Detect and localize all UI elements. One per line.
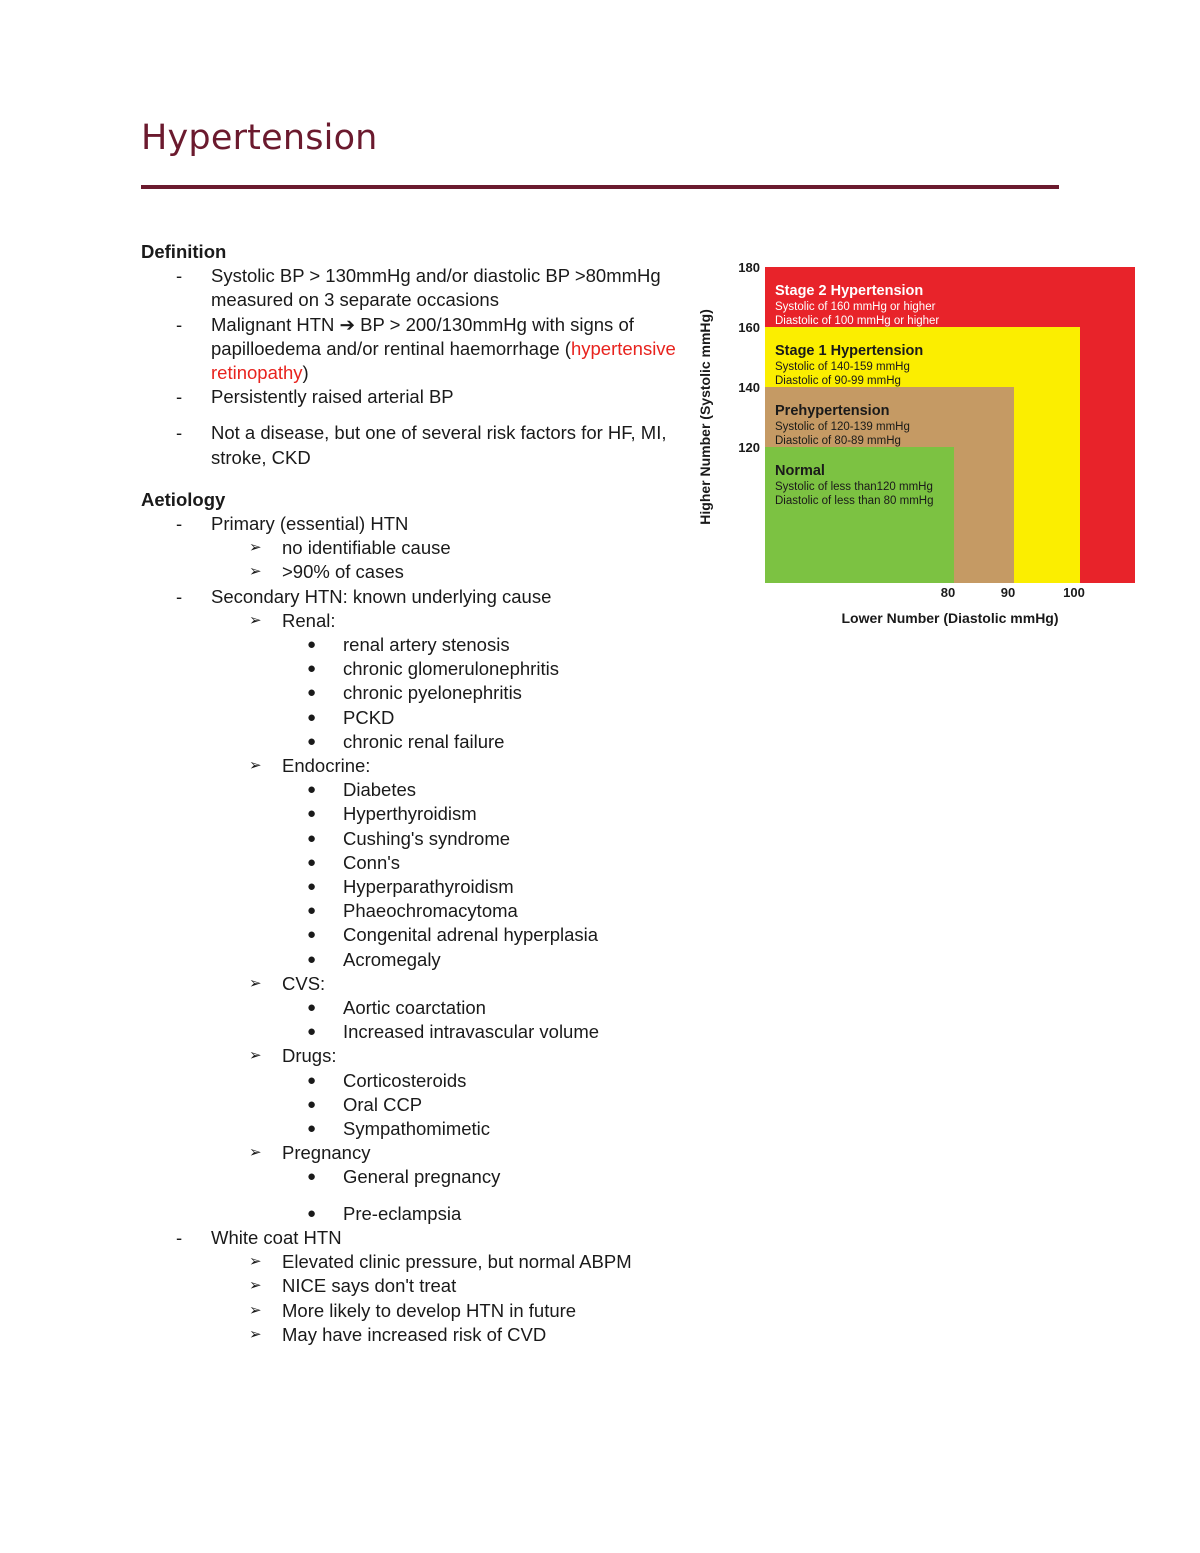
cause-item xyxy=(141,1093,681,1117)
cause-item xyxy=(141,657,681,681)
x-tick-label: 80 xyxy=(940,585,956,600)
white-coat-htn-item-text: White coat HTN xyxy=(211,1226,342,1248)
cause-item-text: PCKD xyxy=(343,706,395,728)
zone-title: Prehypertension xyxy=(775,403,890,419)
bullet-icon: ● xyxy=(307,829,317,847)
y-tick-label: 160 xyxy=(738,320,760,335)
arrow-bullet-icon: ➢ xyxy=(249,1047,262,1065)
cause-item xyxy=(141,1069,681,1093)
bullet-icon: ● xyxy=(307,732,317,750)
title-rule xyxy=(141,185,1059,189)
primary-htn-item xyxy=(141,512,681,536)
white-coat-point-text: May have increased risk of CVD xyxy=(282,1323,547,1345)
definition-item: - Malignant HTN ➔ BP > 200/130mmHg with signs of papilloedema and/or rentinal haemorrhage (hypertensive retinopathy) xyxy=(176,313,676,383)
white-coat-point-text: More likely to develop HTN in future xyxy=(282,1299,577,1321)
bp-category-chart xyxy=(690,255,1150,635)
arrow-bullet-icon: ➢ xyxy=(249,611,262,629)
arrow-bullet-icon: ➢ xyxy=(249,974,262,992)
bullet-icon: ● xyxy=(307,926,317,944)
x-tick-label: 90 xyxy=(1000,585,1016,600)
cause-item xyxy=(141,948,681,972)
cause-item-text: chronic pyelonephritis xyxy=(343,682,522,704)
cause-item-text: Acromegaly xyxy=(343,948,441,970)
bullet-icon: ● xyxy=(307,902,317,920)
cause-item xyxy=(141,802,681,826)
cause-item xyxy=(141,1165,681,1189)
arrow-bullet-icon: ➢ xyxy=(249,563,262,581)
page-title: Hypertension xyxy=(141,118,378,158)
bullet-icon: ● xyxy=(307,1204,317,1222)
cause-item-text: chronic glomerulonephritis xyxy=(343,658,559,680)
bullet-icon: ● xyxy=(307,1095,317,1113)
bullet-icon: ● xyxy=(307,1071,317,1089)
cause-item-text: Pre-eclampsia xyxy=(343,1202,462,1224)
dash-marker: - xyxy=(176,585,183,607)
zone-diastolic-label: Diastolic of 100 mmHg or higher xyxy=(775,315,940,327)
definition-list xyxy=(141,264,681,470)
cause-item xyxy=(141,1117,681,1141)
cause-group-text: Renal: xyxy=(282,609,336,631)
white-coat-point xyxy=(141,1299,681,1323)
dash-marker: - xyxy=(176,265,183,287)
bullet-icon: ● xyxy=(307,853,317,871)
cause-item xyxy=(141,851,681,875)
white-coat-point-text: NICE says don't treat xyxy=(282,1275,457,1297)
zone-systolic-label: Systolic of 120-139 mmHg xyxy=(775,421,910,433)
hypertensive-retinopathy-term: hypertensive retinopathy xyxy=(211,337,676,383)
cause-group xyxy=(141,972,681,996)
dash-marker: - xyxy=(176,1226,183,1248)
zone-diastolic-label: Diastolic of 80-89 mmHg xyxy=(775,435,901,447)
definition-item: - Systolic BP > 130mmHg and/or diastolic BP >80mmHg measured on 3 separate occasions xyxy=(176,265,661,311)
cause-item xyxy=(141,778,681,802)
cause-item-text: chronic renal failure xyxy=(343,730,505,752)
cause-group-text: Pregnancy xyxy=(282,1142,371,1164)
arrow-bullet-icon: ➢ xyxy=(249,1144,262,1162)
y-tick-label: 120 xyxy=(738,440,760,455)
cause-item-text: Oral CCP xyxy=(343,1093,423,1115)
cause-item-text: Hyperparathyroidism xyxy=(343,876,514,898)
cause-item-text: General pregnancy xyxy=(343,1166,501,1188)
x-axis-label: Lower Number (Diastolic mmHg) xyxy=(841,610,1059,626)
dash-marker: - xyxy=(176,513,183,534)
cause-item-text: Aortic coarctation xyxy=(343,997,486,1019)
secondary-htn-item-text: Secondary HTN: known underlying cause xyxy=(211,585,552,607)
arrow-bullet-icon: ➢ xyxy=(249,1253,262,1271)
bullet-icon: ● xyxy=(307,999,317,1017)
cause-group xyxy=(141,1141,681,1165)
primary-point xyxy=(141,560,681,584)
bullet-icon: ● xyxy=(307,781,317,799)
cause-item xyxy=(141,996,681,1020)
definition-heading: Definition xyxy=(141,241,227,262)
bullet-icon: ● xyxy=(307,805,317,823)
bullet-icon: ● xyxy=(307,660,317,678)
bp-chart-svg xyxy=(690,255,1150,635)
arrow-bullet-icon: ➢ xyxy=(249,1277,262,1295)
y-tick-label: 180 xyxy=(738,260,760,275)
cause-item-text: Cushing's syndrome xyxy=(343,827,511,849)
white-coat-point xyxy=(141,1323,681,1347)
y-tick-label: 140 xyxy=(738,380,760,395)
cause-item xyxy=(141,730,681,754)
white-coat-point xyxy=(141,1250,681,1274)
cause-item-text: Diabetes xyxy=(343,779,417,801)
cause-item xyxy=(141,1020,681,1044)
arrow-bullet-icon: ➢ xyxy=(249,1301,262,1319)
arrow-bullet-icon: ➢ xyxy=(249,1325,262,1343)
cause-item-text: renal artery stenosis xyxy=(343,634,510,656)
cause-item xyxy=(141,923,681,947)
zone-title: Stage 2 Hypertension xyxy=(775,283,924,299)
cause-item-text: Hyperthyroidism xyxy=(343,803,477,825)
white-coat-point xyxy=(141,1274,681,1298)
zone-diastolic-label: Diastolic of less than 80 mmHg xyxy=(775,495,934,507)
bullet-icon: ● xyxy=(307,684,317,702)
dash-marker: - xyxy=(176,313,183,335)
primary-htn-item-text: Primary (essential) HTN xyxy=(211,513,409,534)
bullet-icon: ● xyxy=(307,1023,317,1041)
arrow-bullet-icon: ➢ xyxy=(249,757,262,775)
cause-item xyxy=(141,633,681,657)
zone-systolic-label: Systolic of 140-159 mmHg xyxy=(775,361,910,373)
zone-diastolic-label: Diastolic of 90-99 mmHg xyxy=(775,375,901,387)
zone-title: Stage 1 Hypertension xyxy=(775,343,924,359)
cause-group xyxy=(141,1044,681,1068)
cause-item xyxy=(141,706,681,730)
cause-item-text: Conn's xyxy=(343,851,401,873)
arrow-icon: ➔ xyxy=(339,313,356,335)
cause-item xyxy=(141,681,681,705)
notes-column xyxy=(141,240,681,1347)
aetiology-list xyxy=(141,512,681,1347)
zone-title: Normal xyxy=(775,463,825,479)
cause-group xyxy=(141,609,681,633)
definition-item: - Persistently raised arterial BP xyxy=(141,385,681,409)
bullet-icon: ● xyxy=(307,1168,317,1186)
aetiology-heading: Aetiology xyxy=(141,488,226,510)
white-coat-point-text: Elevated clinic pressure, but normal ABPM xyxy=(282,1251,632,1273)
arrow-bullet-icon: ➢ xyxy=(249,539,262,557)
dash-marker: - xyxy=(176,386,183,408)
white-coat-htn-item xyxy=(141,1226,681,1250)
bullet-icon: ● xyxy=(307,708,317,726)
cause-group-text: Endocrine: xyxy=(282,755,371,777)
cause-item-text: Corticosteroids xyxy=(343,1069,467,1091)
x-tick-label: 100 xyxy=(1063,585,1085,600)
cause-item-text: Congenital adrenal hyperplasia xyxy=(343,924,599,946)
secondary-htn-item xyxy=(141,585,681,609)
primary-point-text: >90% of cases xyxy=(282,561,404,583)
cause-item-text: Phaeochromacytoma xyxy=(343,900,518,922)
cause-group-text: CVS: xyxy=(282,972,326,994)
bullet-icon: ● xyxy=(307,878,317,896)
cause-item-text: Sympathomimetic xyxy=(343,1118,491,1140)
cause-item xyxy=(141,875,681,899)
cause-group-text: Drugs: xyxy=(282,1045,337,1067)
bullet-icon: ● xyxy=(307,1120,317,1138)
cause-item xyxy=(141,1202,681,1226)
cause-group xyxy=(141,754,681,778)
primary-point-text: no identifiable cause xyxy=(282,537,451,559)
primary-point xyxy=(141,536,681,560)
bullet-icon: ● xyxy=(307,950,317,968)
dash-marker: - xyxy=(176,422,183,444)
definition-item: - Not a disease, but one of several risk factors for HF, MI, stroke, CKD xyxy=(176,422,667,468)
cause-item-text: Increased intravascular volume xyxy=(343,1021,600,1043)
y-axis-label: Higher Number (Systolic mmHg) xyxy=(697,309,713,525)
cause-item xyxy=(141,827,681,851)
cause-item xyxy=(141,899,681,923)
zone-systolic-label: Systolic of less than120 mmHg xyxy=(775,481,933,493)
zone-systolic-label: Systolic of 160 mmHg or higher xyxy=(775,301,936,313)
bullet-icon: ● xyxy=(307,636,317,654)
